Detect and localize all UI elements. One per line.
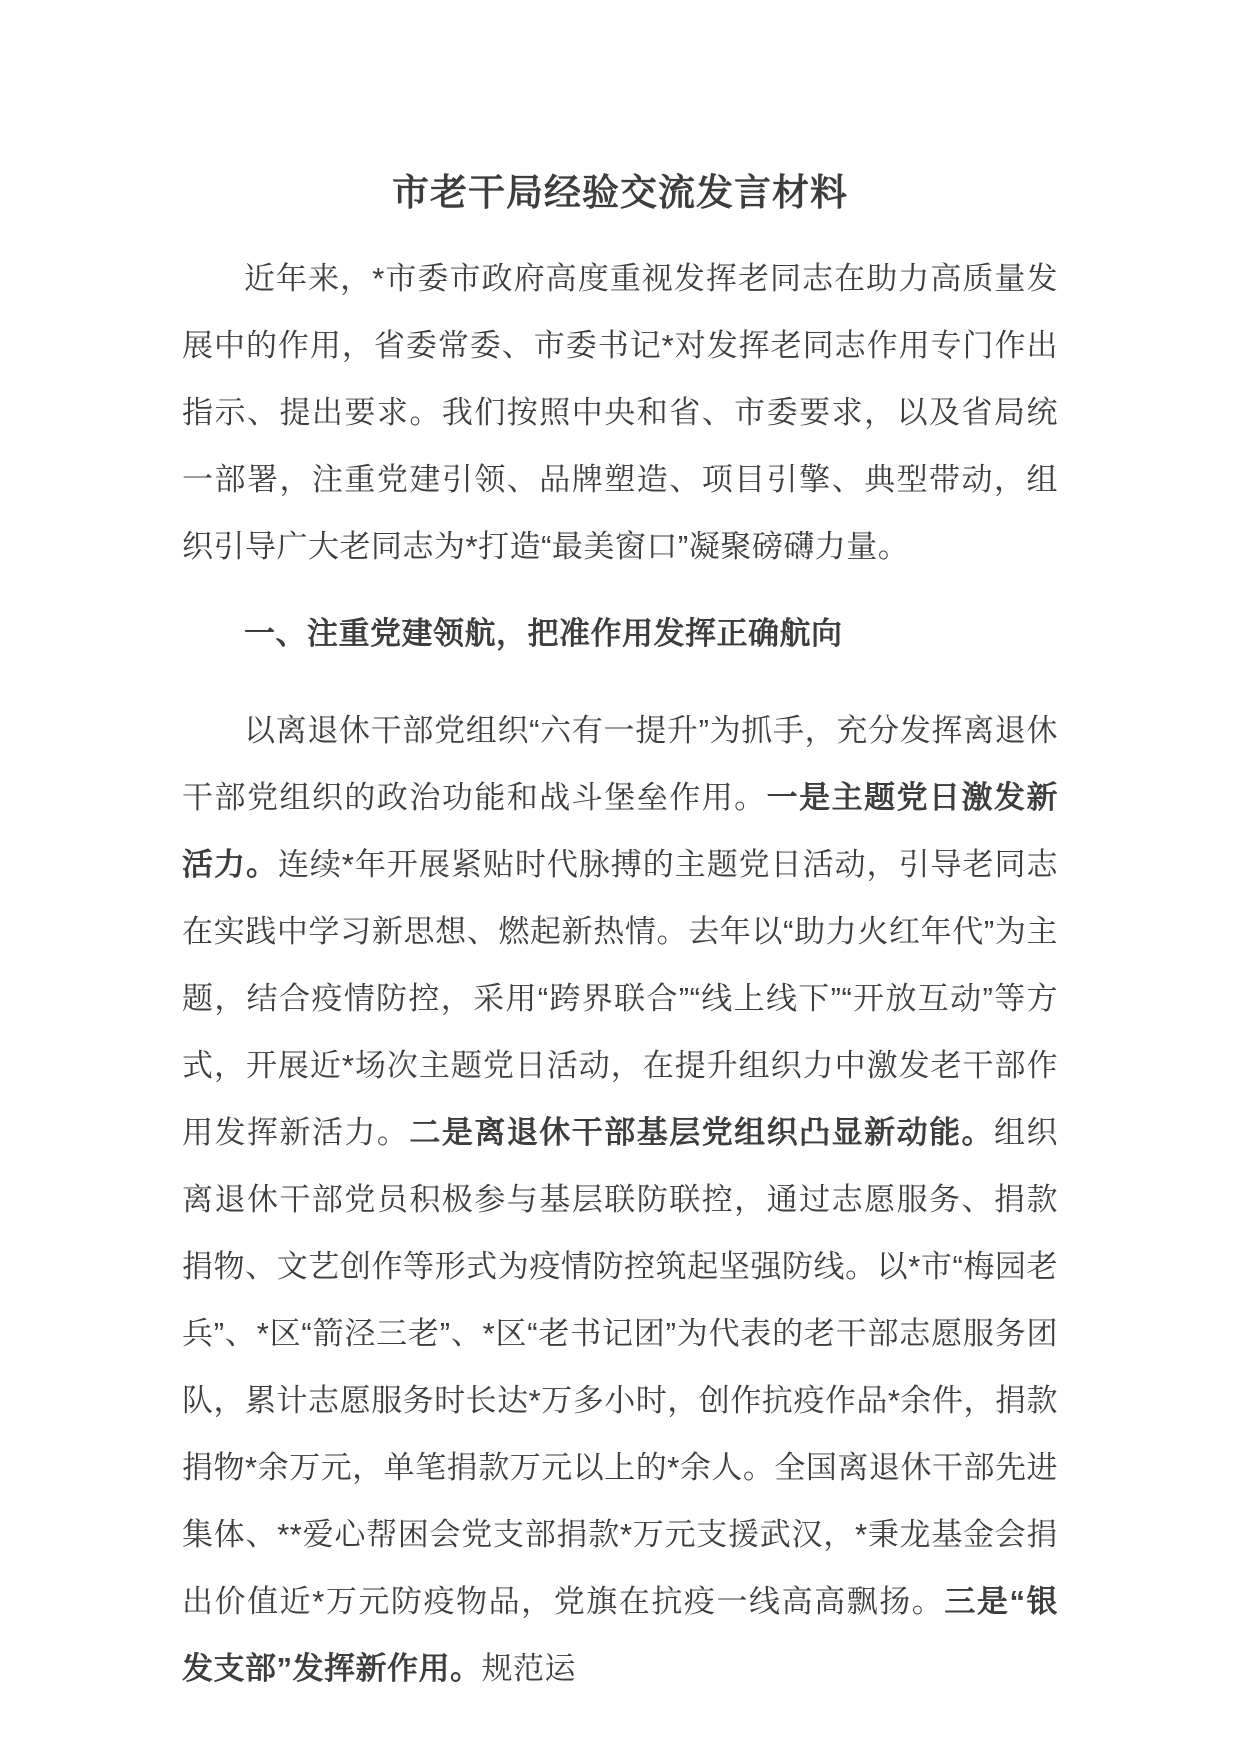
intro-paragraph — [182, 245, 1058, 580]
text-run-bold: 三是“银发支部”发挥新作用。 — [182, 1584, 1059, 1686]
document-title: 市老干局经验交流发言材料 — [392, 172, 848, 213]
text-run-bold: 二是离退休干部基层党组织凸显新动能。 — [409, 1115, 995, 1150]
text-run: 连续*年开展紧贴时代脉搏的主题党日活动，引导老同志在实践中学习新思想、燃起新热情。去年以“助力火红年代”为主题，结合疫情防控，采用“跨界联合”“线上线下”“开放互动”等方式，开展近*场次主题党日活动，在提升组织力中激发老干部作用发挥新活力。 — [182, 847, 1058, 1150]
text-run-bold: 一是主题党日激发新活力。 — [182, 780, 1059, 882]
section1-paragraph — [182, 697, 1058, 1702]
text-run: 规范运 — [481, 1651, 576, 1686]
section-heading-1: 一、注重党建领航，把准作用发挥正确航向 — [244, 616, 843, 651]
text-run: 以离退休干部党组织“六有一提升”为抓手，充分发挥离退休干部党组织的政治功能和战斗堡垒作用。 — [182, 713, 1058, 815]
text-run: 组织离退休干部党员积极参与基层联防联控，通过志愿服务、捐款捐物、文艺创作等形式为疫情防控筑起坚强防线。以*市“梅园老兵”、*区“箭泾三老”、*区“老书记团”为代表的老干部志愿服务团队，累计志愿服务时长达*万多小时，创作抗疫作品*余件，捐款捐物*余万元，单笔捐款万元以上的*余人。全国离退休干部先进集体、**爱心帮困会党支部捐款*万元支援武汉，*秉龙基金会捐出价值近*万元防疫物品，党旗在抗疫一线高高飘扬。 — [182, 1115, 1059, 1619]
text-run: 近年来，*市委市政府高度重视发挥老同志在助力高质量发展中的作用，省委常委、市委书记*对发挥老同志作用专门作出指示、提出要求。我们按照中央和省、市委要求，以及省局统一部署，注重党建引领、品牌塑造、项目引擎、典型带动，组织引导广大老同志为*打造“最美窗口”凝聚磅礴力量。 — [182, 261, 1058, 564]
